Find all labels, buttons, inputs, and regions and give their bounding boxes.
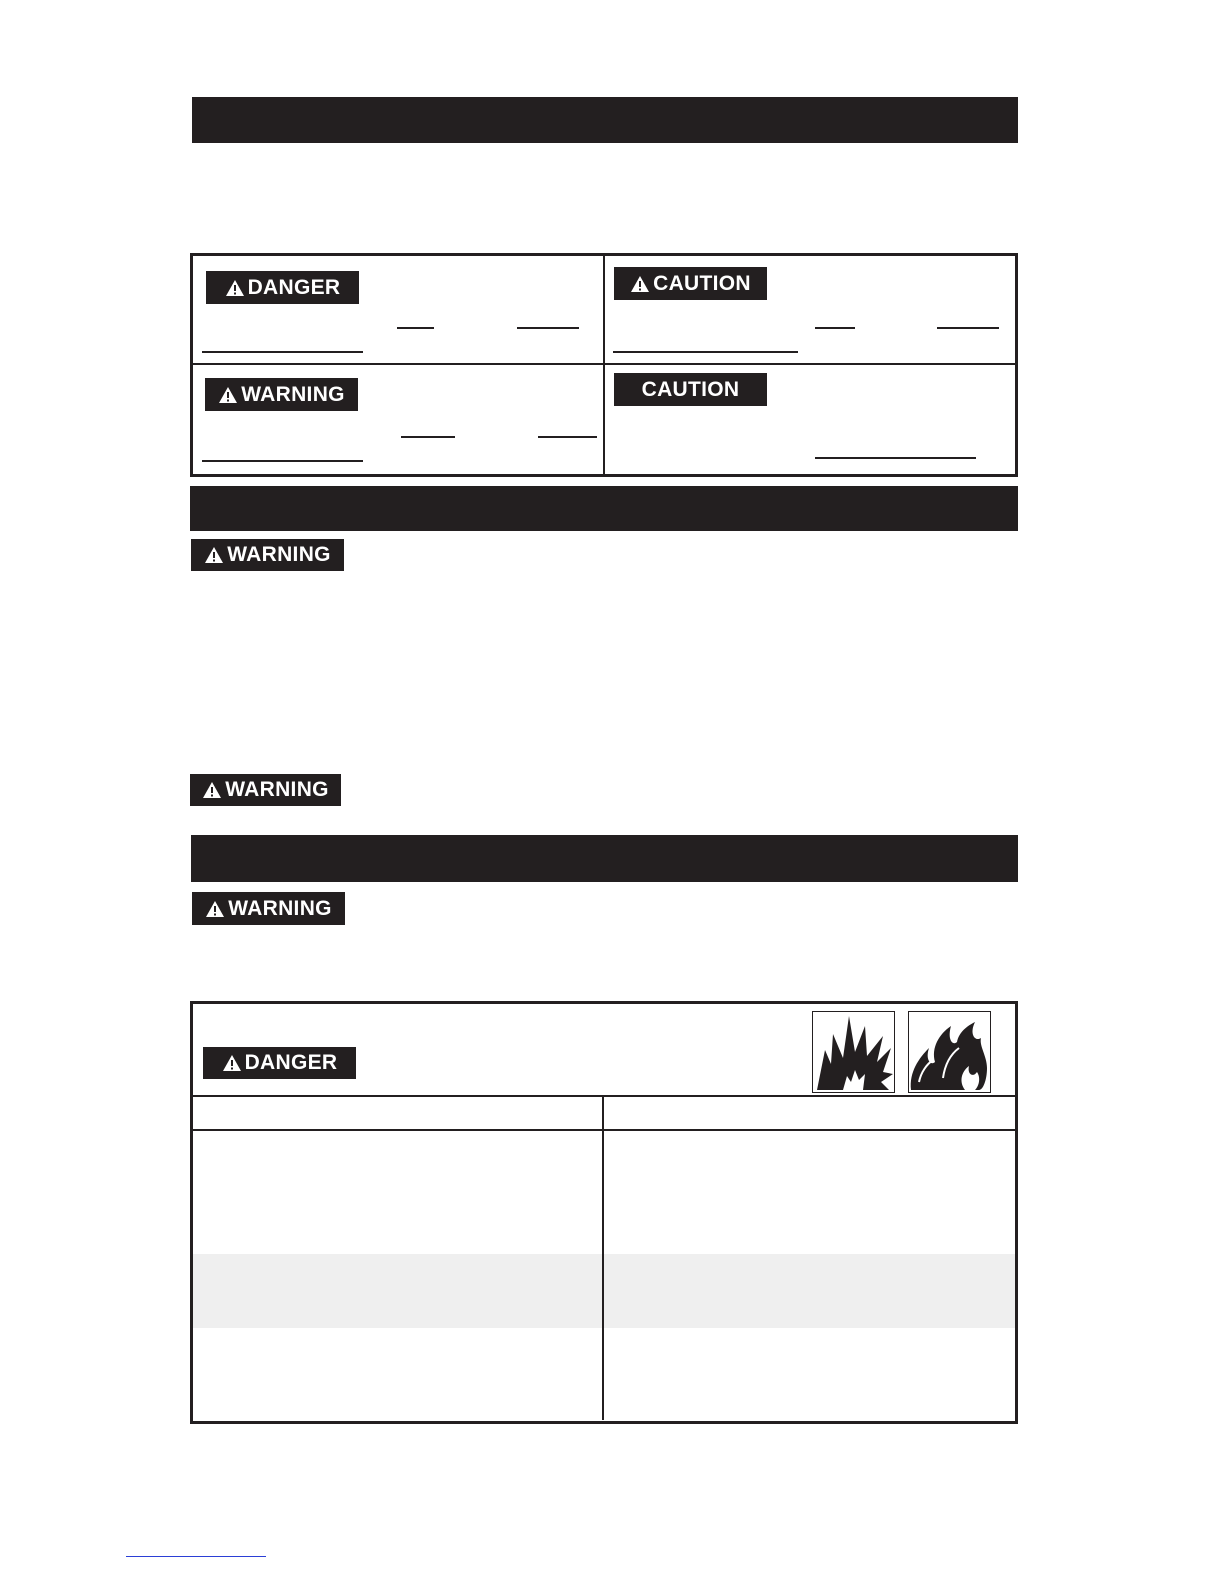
underline bbox=[815, 457, 976, 459]
underline bbox=[202, 460, 363, 462]
underline bbox=[613, 351, 798, 353]
warning-label: WARNING bbox=[228, 896, 332, 920]
warning-label: WARNING bbox=[227, 543, 331, 566]
section-header-bar-2 bbox=[190, 486, 1018, 531]
section-header-bar-3 bbox=[191, 835, 1018, 882]
table-column-divider bbox=[602, 1097, 604, 1420]
warning-badge-section-3 bbox=[192, 892, 345, 925]
explosion-pictogram bbox=[812, 1011, 895, 1093]
warning-badge-definition bbox=[205, 378, 358, 411]
table-header-bottom-line bbox=[192, 1129, 1016, 1131]
alert-triangle-icon bbox=[630, 275, 650, 293]
alert-triangle-icon bbox=[218, 386, 238, 404]
definitions-divider-horizontal bbox=[192, 363, 1016, 365]
definitions-divider-vertical bbox=[603, 255, 605, 475]
underline bbox=[937, 327, 999, 329]
alert-triangle-icon bbox=[204, 546, 224, 564]
table-row-shaded bbox=[193, 1254, 1015, 1328]
fire-icon bbox=[909, 1012, 989, 1091]
alert-triangle-icon bbox=[222, 1054, 242, 1072]
danger-badge-table bbox=[203, 1047, 356, 1079]
warning-label: WARNING bbox=[225, 778, 329, 801]
caution-badge-definition-no-symbol bbox=[614, 373, 767, 406]
section-header-bar-1 bbox=[192, 97, 1018, 143]
footer-link-underline[interactable] bbox=[126, 1556, 266, 1557]
underline bbox=[815, 327, 855, 329]
underline bbox=[401, 436, 455, 438]
table-header-top-line bbox=[192, 1095, 1016, 1097]
caution-label: CAUTION bbox=[653, 271, 751, 295]
warning-badge-section-2a bbox=[191, 539, 344, 571]
danger-label: DANGER bbox=[247, 275, 341, 299]
underline bbox=[397, 327, 434, 329]
alert-triangle-icon bbox=[205, 900, 225, 918]
warning-badge-section-2b bbox=[190, 774, 341, 806]
underline bbox=[202, 351, 363, 353]
warning-label: WARNING bbox=[241, 382, 345, 406]
explosion-icon bbox=[813, 1012, 893, 1091]
underline bbox=[538, 436, 597, 438]
caution-alert-badge-definition bbox=[614, 267, 767, 300]
alert-triangle-icon bbox=[202, 781, 222, 799]
underline bbox=[517, 327, 579, 329]
alert-triangle-icon bbox=[225, 279, 245, 297]
fire-pictogram bbox=[908, 1011, 991, 1093]
caution-label: CAUTION bbox=[641, 377, 740, 401]
danger-badge-definition bbox=[206, 271, 359, 304]
danger-label: DANGER bbox=[244, 1051, 338, 1074]
